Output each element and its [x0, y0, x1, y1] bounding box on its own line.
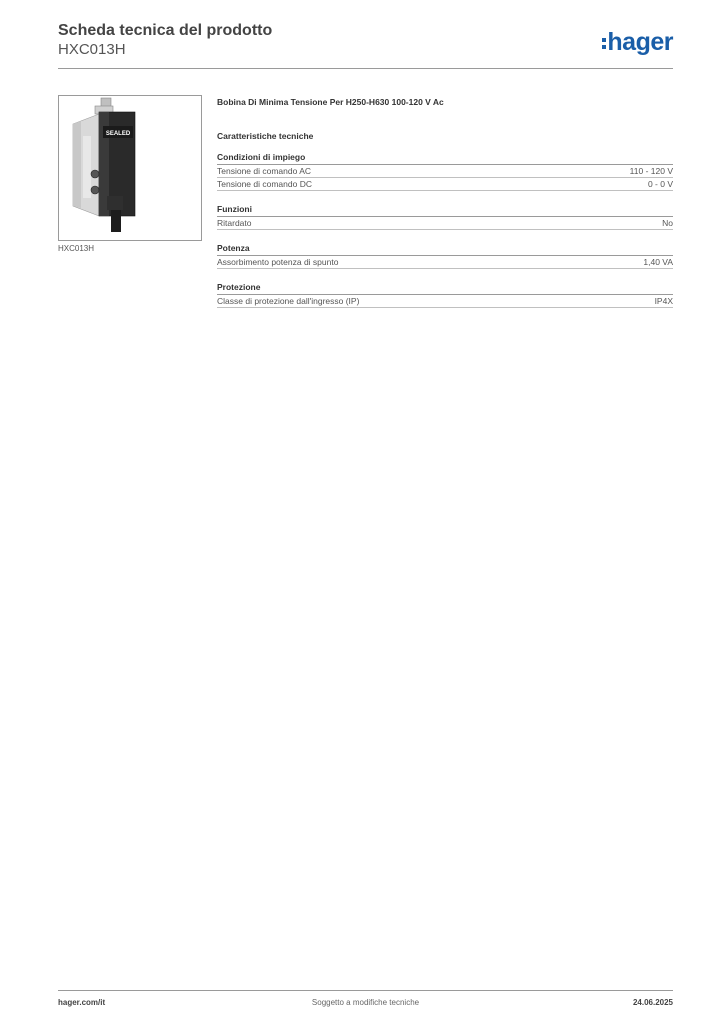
- spec-label: Assorbimento potenza di spunto: [217, 257, 339, 267]
- spec-row: [217, 217, 673, 230]
- footer-website-link[interactable]: hager.com/it: [58, 998, 106, 1007]
- section-title: Caratteristiche tecniche: [217, 131, 314, 141]
- page-header: [58, 22, 673, 59]
- footer-date: 24.06.2025: [632, 998, 673, 1007]
- spec-content: [217, 95, 673, 308]
- spec-value: 110 - 120 V: [629, 166, 673, 176]
- spec-row: [217, 295, 673, 308]
- hager-logo: [602, 28, 673, 57]
- group-title: Protezione: [217, 282, 673, 295]
- spec-group: [217, 282, 673, 308]
- undervoltage-coil-picture: [59, 96, 201, 240]
- spec-row: [217, 256, 673, 269]
- spec-value: 1,40 VA: [643, 257, 673, 267]
- page-title: Scheda tecnica del prodotto: [58, 22, 273, 39]
- footer-divider: [58, 990, 673, 991]
- group-title: Funzioni: [217, 204, 673, 217]
- spec-value: No: [662, 218, 673, 228]
- spec-label: Ritardato: [217, 218, 252, 228]
- spec-label: Tensione di comando AC: [217, 166, 312, 176]
- footer-disclaimer: Soggetto a modifiche tecniche: [311, 998, 420, 1007]
- product-code: HXC013H: [58, 41, 126, 58]
- group-title: Condizioni di impiego: [217, 152, 673, 165]
- header-divider: [58, 68, 673, 69]
- spec-label: Classe di protezione dall'ingresso (IP): [217, 296, 360, 306]
- spec-group: [217, 204, 673, 230]
- product-name: Bobina Di Minima Tensione Per H250-H630 100-120 V Ac: [217, 97, 444, 107]
- logo-colon-icon: [602, 35, 606, 52]
- spec-row: [217, 178, 673, 191]
- group-title: Potenza: [217, 243, 673, 256]
- image-caption: HXC013H: [58, 244, 95, 253]
- spec-row: [217, 165, 673, 178]
- spec-group: [217, 243, 673, 269]
- logo-text: hager: [607, 28, 673, 56]
- spec-group: [217, 152, 673, 191]
- product-image: [58, 95, 202, 241]
- spec-value: IP4X: [654, 296, 673, 306]
- spec-value: 0 - 0 V: [647, 179, 673, 189]
- spec-label: Tensione di comando DC: [217, 179, 312, 189]
- sealed-label: SEALED: [105, 131, 131, 137]
